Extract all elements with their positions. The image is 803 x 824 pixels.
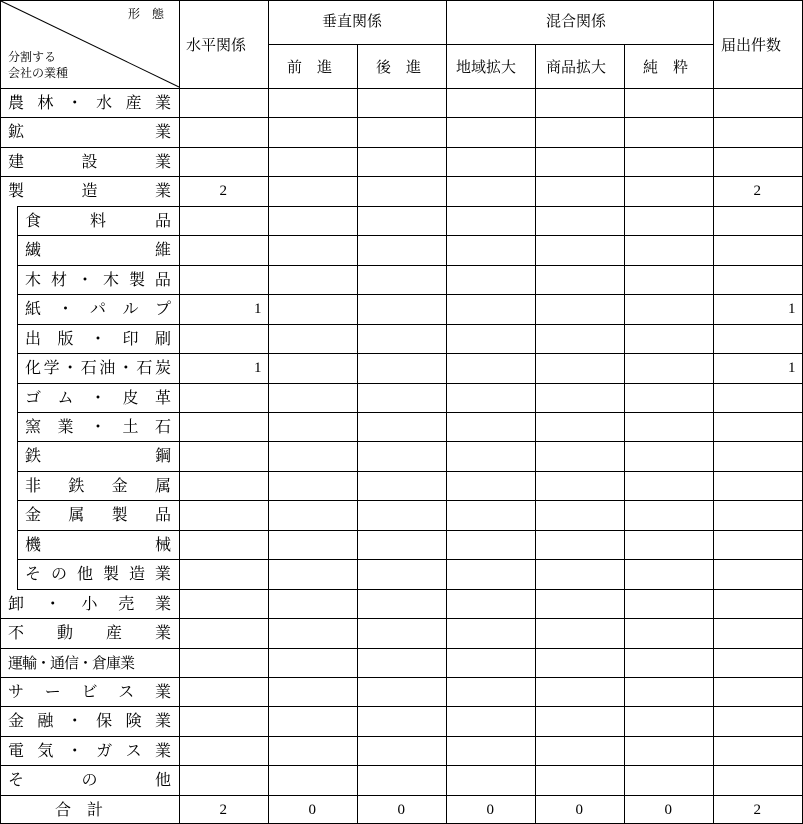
grid-hline	[17, 294, 803, 295]
header-mixed-product: 商品拡大	[546, 58, 607, 76]
total-value-cell: 0	[397, 801, 405, 818]
value-cell: 1	[788, 301, 796, 318]
grid-vline	[0, 0, 1, 824]
total-row-label: 合 計	[55, 799, 104, 819]
industry-label: 不 動 産 業	[8, 623, 171, 643]
industry-label: 金 融 ・ 保 険 業	[8, 711, 171, 731]
industry-label: そ の 他 製 造 業	[25, 564, 171, 584]
grid-hline	[17, 206, 803, 207]
grid-hline	[17, 530, 803, 531]
industry-label: 電 気 ・ ガ ス 業	[8, 740, 171, 760]
header-corner-industry-line1: 分割する	[8, 50, 57, 64]
grid-hline	[17, 559, 803, 560]
grid-hline	[0, 677, 803, 678]
grid-vline	[17, 206, 18, 590]
grid-hline	[17, 324, 803, 325]
total-value-cell: 0	[575, 801, 583, 818]
value-cell: 1	[254, 360, 262, 377]
industry-label: 出 版 ・ 印 刷	[25, 328, 171, 348]
total-value-cell: 2	[219, 801, 227, 818]
industry-label: 建 設 業	[8, 151, 171, 171]
total-value-cell: 0	[308, 801, 316, 818]
industry-label: そ の 他	[8, 770, 171, 790]
grid-hline	[0, 117, 803, 118]
industry-label: 窯 業 ・ 土 石	[25, 416, 171, 436]
industry-label: 紙 ・ パ ル プ	[25, 299, 171, 319]
industry-label: 卸 ・ 小 売 業	[8, 593, 171, 613]
industry-label: 農 林 ・ 水 産 業	[8, 93, 171, 112]
grid-vline	[624, 44, 625, 824]
header-filed-count: 届出件数	[721, 36, 782, 54]
grid-hline	[0, 176, 803, 177]
grid-hline	[0, 0, 803, 1]
industry-label: 木 材 ・ 木 製 品	[25, 269, 171, 289]
industry-label: 繊 維	[25, 240, 171, 260]
grid-hline	[0, 147, 803, 148]
value-cell: 2	[753, 183, 761, 200]
grid-hline	[17, 383, 803, 384]
grid-hline	[17, 589, 803, 590]
value-cell: 2	[219, 183, 227, 200]
grid-vline	[535, 44, 536, 824]
grid-hline	[17, 471, 803, 472]
industry-label: ゴ ム ・ 皮 革	[25, 387, 171, 407]
header-corner-industry-line2: 会社の業種	[8, 66, 69, 80]
industry-label: 鉱 業	[8, 122, 171, 142]
grid-vline	[357, 44, 358, 824]
industry-label: 食 料 品	[25, 210, 171, 230]
grid-hline	[17, 235, 803, 236]
industry-label: 鉄 鋼	[25, 446, 171, 466]
grid-hline	[0, 88, 803, 89]
industry-label: 機 械	[25, 534, 171, 554]
grid-hline	[0, 706, 803, 707]
grid-hline	[17, 353, 803, 354]
grid-hline	[17, 441, 803, 442]
grid-hline	[0, 648, 803, 649]
grid-hline	[0, 795, 803, 796]
total-value-cell: 2	[753, 801, 761, 818]
industry-label: サ ー ビ ス 業	[8, 682, 171, 701]
value-cell: 1	[254, 301, 262, 318]
value-cell: 1	[788, 360, 796, 377]
total-value-cell: 0	[486, 801, 494, 818]
grid-hline	[268, 44, 714, 45]
grid-hline	[0, 618, 803, 619]
industry-label: 製 造 業	[8, 181, 171, 201]
grid-hline	[17, 412, 803, 413]
grid-hline	[0, 765, 803, 766]
grid-hline	[17, 500, 803, 501]
industry-label: 化 学 ・ 石 油 ・ 石 炭	[25, 358, 171, 378]
header-vertical-forward: 前 進	[287, 58, 333, 76]
industry-label: 金 属 製 品	[25, 505, 171, 525]
industry-label: 運輸・通信・倉庫業	[8, 653, 135, 672]
grid-hline	[0, 736, 803, 737]
header-vertical: 垂直関係	[322, 12, 383, 30]
header-horizontal: 水平関係	[186, 36, 247, 54]
header-mixed-pure: 純 粋	[643, 58, 689, 76]
grid-hline	[17, 265, 803, 266]
header-corner-form: 形 態	[128, 7, 165, 21]
total-value-cell: 0	[664, 801, 672, 818]
header-vertical-backward: 後 進	[376, 58, 422, 76]
industry-label: 非 鉄 金 属	[25, 475, 171, 495]
header-mixed: 混合関係	[546, 12, 607, 30]
header-mixed-region: 地域拡大	[456, 58, 517, 76]
